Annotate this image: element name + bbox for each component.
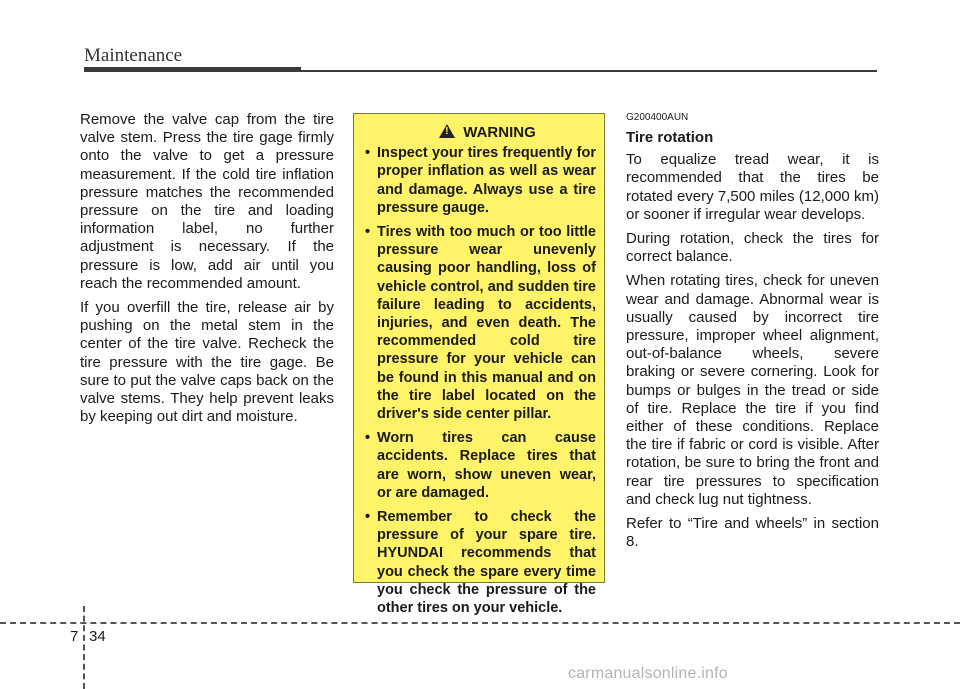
warning-box: [353, 113, 605, 617]
paragraph: If you overfill the tire, release air by pushing on the metal stem in the center of the tire valve. Recheck the tire pressure with the tire gage. Be sure to put the valve caps back on the valve stems. They help prevent leaks by keeping out dirt and moisture.: [80, 299, 334, 426]
warning-item: • Tires with too much or too little pressure wear unevenly causing poor handling, loss of vehicle control, and sudden tire failure leading to accidents, injuries, and even death. The recommended cold tire pressure for your vehicle can be found in this manual and on the tire label located on the driver's side center pillar.: [365, 223, 596, 423]
warning-list: [365, 144, 596, 617]
warning-heading: [365, 124, 596, 142]
paragraph: When rotating tires, check for uneven wear and damage. Abnormal wear is usually caused by incorrect tire pressure, improper wheel alignment, out-of-balance wheels, severe braking or severe cornering. Look for bumps or bulges in the tread or side of tire. Replace the tire if you find either of these conditions. Replace the tire if fabric or cord is visible. After rotation, be sure to bring the front and rear tire pressures to specification and check lug nut tightness.: [626, 272, 879, 508]
warning-triangle-icon: [439, 124, 455, 138]
warning-heading-label: WARNING: [463, 124, 536, 141]
left-column: [80, 111, 334, 432]
footer-divider: [83, 606, 85, 689]
page-number: 34: [89, 628, 106, 645]
section-code: G200400AUN: [626, 112, 689, 123]
warning-item: • Inspect your tires frequently for proper inflation as well as wear and damage. Always use a tire pressure gauge.: [365, 144, 596, 217]
header-rule-thin: [301, 70, 877, 72]
paragraph: During rotation, check the tires for correct balance.: [626, 230, 879, 266]
right-column: [626, 111, 879, 557]
paragraph: Remove the valve cap from the tire valve stem. Press the tire gage firmly onto the valve to get a pressure measurement. If the cold tire inflation pressure matches the recommended pressure on the tire and loading information label, no further adjustment is necessary. If the pressure is low, add air until you reach the recommended amount.: [80, 111, 334, 292]
warning-item: • Worn tires can cause accidents. Replace tires that are worn, show uneven wear, or are damaged.: [365, 429, 596, 502]
page-header-title: Maintenance: [84, 45, 183, 66]
watermark: carmanualsonline.info: [568, 665, 728, 682]
header-rule-thick: [84, 67, 301, 72]
paragraph: To equalize tread wear, it is recommended that the tires be rotated every 7,500 miles (12,000 km) or sooner if irregular wear develops.: [626, 151, 879, 223]
footer-rule: [0, 622, 960, 624]
warning-item: • Remember to check the pressure of your spare tire. HYUNDAI recommends that you check the spare every time you check the pressure of the other tires on your vehicle.: [365, 508, 596, 617]
section-heading: Tire rotation: [626, 129, 714, 146]
chapter-number: 7: [70, 628, 79, 645]
paragraph: Refer to “Tire and wheels” in section 8.: [626, 515, 879, 551]
